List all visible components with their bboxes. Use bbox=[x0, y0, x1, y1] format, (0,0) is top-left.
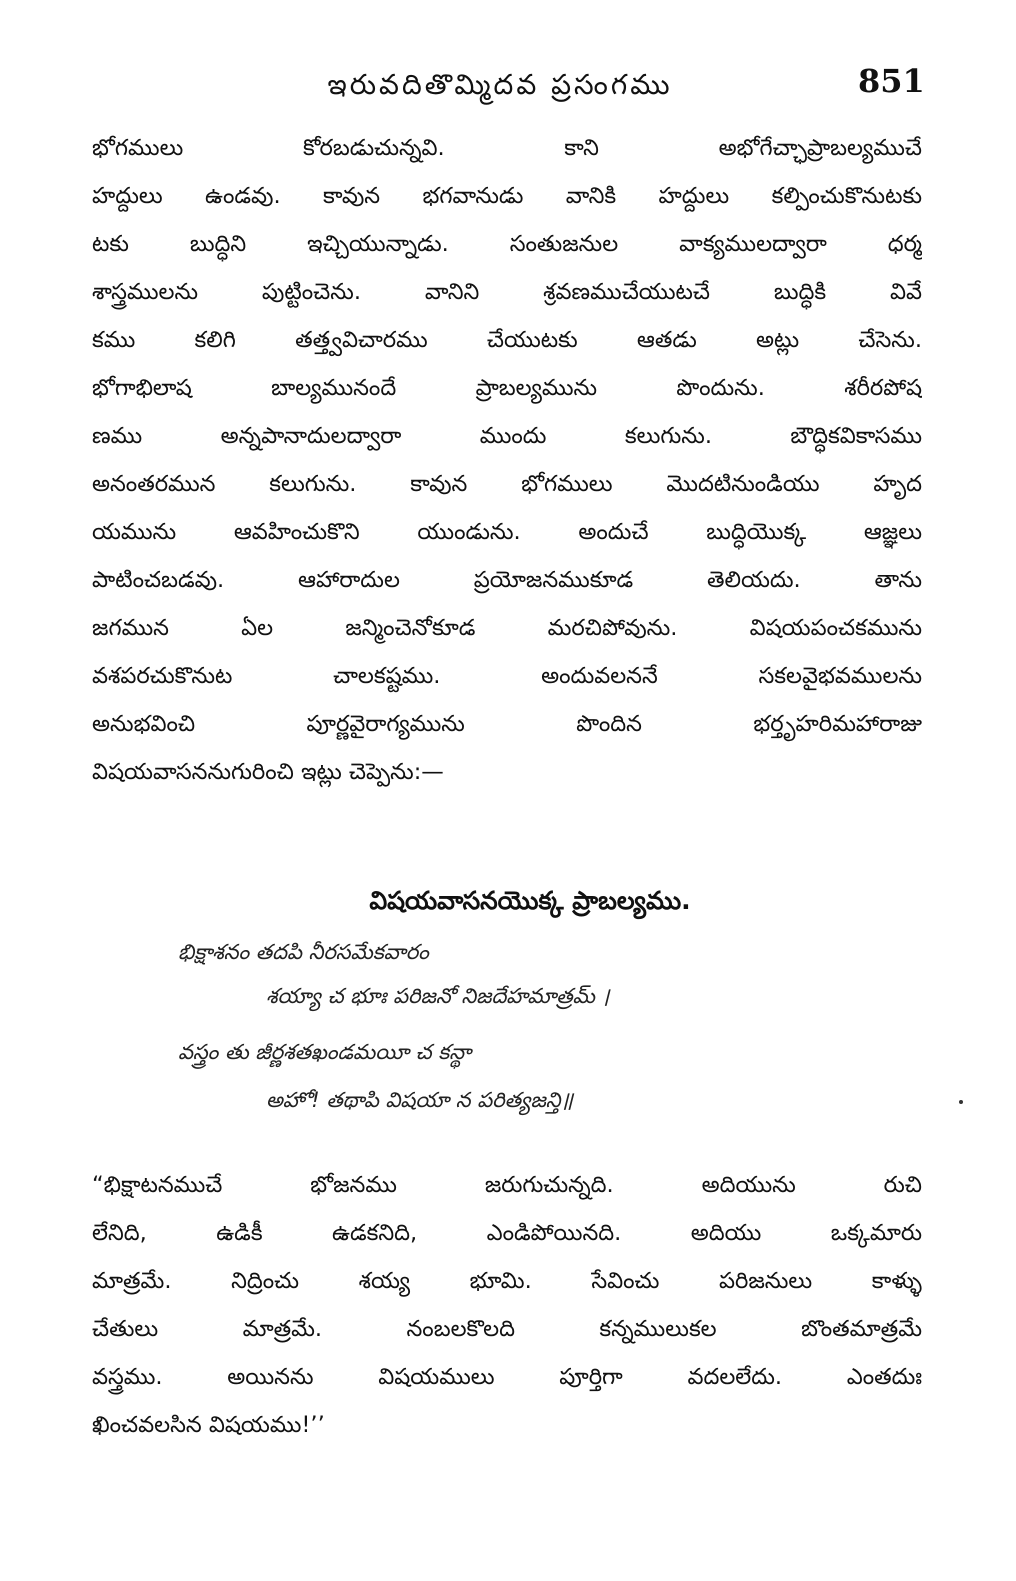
text-line: వస్త్రము. అయినను విషయములు పూర్తిగా వదలలేదు. ఎంతదుః bbox=[92, 1364, 922, 1390]
verse-line: అహో! తథాపి విషయా న పరిత్యజన్తి॥ bbox=[266, 1088, 574, 1112]
text-line: జగమున ఏల జన్మించెనోకూడ మరచిపోవును. విషయపంచకమును bbox=[92, 615, 922, 641]
text-line: శాస్త్రములను పుట్టించెను. వానిని శ్రవణముచేయుటచే బుద్ధికి వివే bbox=[92, 279, 922, 305]
text-line: లేనిది, ఉడికీ ఉడకనిది, ఎండిపోయినది. అదియు ఒక్కమారు bbox=[92, 1220, 922, 1246]
text-line: “భిక్షాటనముచే భోజనము జరుగుచున్నది. అదియును రుచి bbox=[92, 1172, 922, 1198]
text-line: టకు బుద్ధిని ఇచ్చియున్నాడు. సంతుజనుల వాక్యములద్వారా ధర్మ bbox=[92, 231, 922, 257]
page-number: 851 bbox=[858, 62, 925, 100]
text-line: పాటించబడవు. ఆహారాదుల ప్రయోజనముకూడ తెలియదు. తాను bbox=[92, 567, 922, 593]
text-line: వశపరచుకొనుట చాలకష్టము. అందువలననే సకలవైభవములను bbox=[92, 663, 922, 689]
text-line: చేతులు మాత్రమే. నంబలకొలది కన్నములుకల బొంతమాత్రమే bbox=[92, 1316, 922, 1342]
text-line: అనంతరమున కలుగును. కావున భోగములు మొదటినుండియు హృద bbox=[92, 471, 922, 497]
text-line: కము కలిగి తత్త్వవిచారము చేయుటకు ఆతడు అట్లు చేసెను. bbox=[92, 327, 922, 353]
verse-line: వస్త్రం తు జీర్ణశతఖండమయీ చ కన్థా bbox=[178, 1040, 472, 1064]
text-line: భోగాభిలాష బాల్యమునందే ప్రాబల్యమును పొందును. శరీరపోష bbox=[92, 375, 922, 401]
text-line: భోగములు కోరబడుచున్నవి. కాని అభోగేచ్ఛాప్రాబల్యముచే bbox=[92, 135, 922, 161]
paragraph-2 bbox=[92, 1161, 922, 1449]
running-head: ఇరువదితొమ్మిదవ ప్రసంగము bbox=[327, 68, 673, 101]
print-speck bbox=[959, 1100, 963, 1104]
text-line: విషయవాసననుగురించి ఇట్లు చెప్పెను:— bbox=[92, 759, 444, 785]
text-line: హద్దులు ఉండవు. కావున భగవానుడు వానికి హద్దులు కల్పించుకొనుటకు bbox=[92, 183, 922, 209]
text-line: మాత్రమే. నిద్రించు శయ్య భూమి. సేవించు పరిజనులు కాళ్ళు bbox=[92, 1268, 922, 1294]
text-line: అనుభవించి పూర్ణవైరాగ్యమును పొందిన భర్తృహరిమహారాజు bbox=[92, 711, 922, 737]
paragraph-1 bbox=[92, 124, 922, 796]
text-line: ఖించవలసిన విషయము!’’ bbox=[92, 1412, 325, 1438]
verse-line: భిక్షాశనం తదపి నీరసమేకవారం bbox=[178, 940, 429, 964]
text-line: ణము అన్నపానాదులద్వారా ముందు కలుగును. బౌద్ధికవికాసము bbox=[92, 423, 922, 449]
text-line: యమును ఆవహించుకొని యుండును. అందుచే బుద్ధియొక్క ఆజ్ఞలు bbox=[92, 519, 922, 545]
section-heading: విషయవాసనయొక్క ప్రాబల్యము. bbox=[369, 886, 691, 915]
verse-line: శయ్యా చ భూః పరిజనో నిజదేహమాత్రమ్ । bbox=[266, 984, 610, 1008]
